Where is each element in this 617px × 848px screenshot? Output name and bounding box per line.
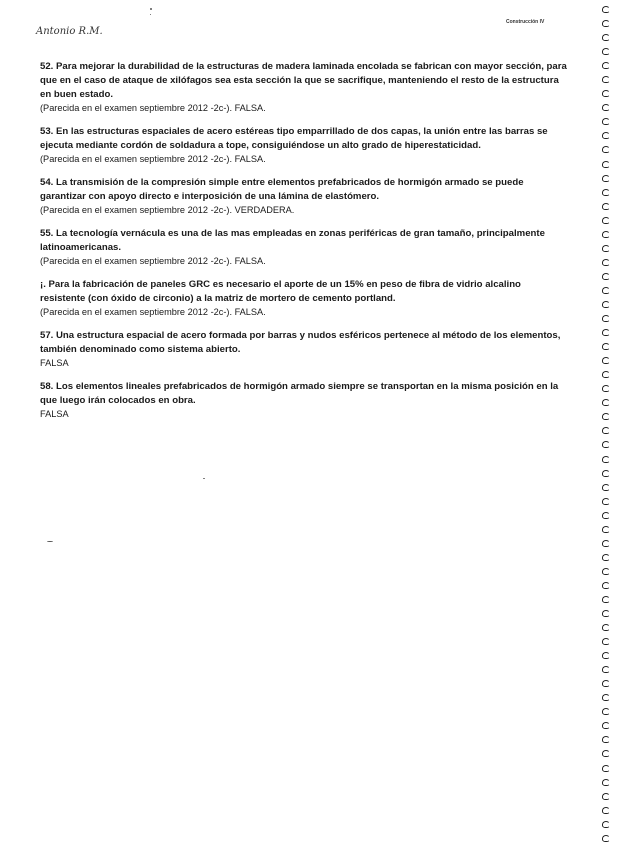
binding-ring [602,554,610,561]
binding-ring [602,610,610,617]
binding-ring [602,371,610,378]
question-55 [40,227,568,267]
binding-ring [602,175,610,182]
binding-ring [602,217,610,224]
binding-ring [602,259,610,266]
scan-speck [203,478,205,479]
answer-note: FALSA [40,409,69,419]
question-text: 57. Una estructura espacial de acero formada por barras y nudos esféricos pertenece al método de los elementos, también denominado como sistema abierto. [40,330,561,355]
binding-ring [602,146,610,153]
binding-ring [602,104,610,111]
binding-ring [602,750,610,757]
binding-ring [602,652,610,659]
binding-ring [602,779,610,786]
questions-list [40,60,568,431]
question-58 [40,380,568,420]
question-text: 54. La transmisión de la compresión simple entre elementos prefabricados de hormigón armado se puede garantizar con apoyo directo e interposición de una lámina de elastómero. [40,177,524,202]
binding-ring [602,680,610,687]
binding-ring [602,470,610,477]
binding-ring [602,189,610,196]
binding-ring [602,203,610,210]
binding-ring [602,638,610,645]
spiral-binding [599,6,613,842]
binding-ring [602,765,610,772]
binding-ring [602,484,610,491]
binding-ring [602,666,610,673]
binding-ring [602,793,610,800]
binding-ring [602,273,610,280]
answer-note: (Parecida en el examen septiembre 2012 -2c-). FALSA. [40,103,266,113]
question-text: ¡. Para la fabricación de paneles GRC es necesario el aporte de un 15% en peso de fibra de vidrio alcalino resistente (con óxido de circonio) a la matriz de mortero de cemento portland. [40,279,521,304]
binding-ring [602,118,610,125]
binding-ring [602,835,610,842]
answer-note: FALSA [40,358,69,368]
answer-note: (Parecida en el examen septiembre 2012 -2c-). FALSA. [40,256,266,266]
binding-ring [602,34,610,41]
answer-note: (Parecida en el examen septiembre 2012 -2c-). FALSA. [40,154,266,164]
binding-ring [602,708,610,715]
question-text: 55. La tecnología vernácula es una de las mas empleadas en zonas periféricas de gran tamaño, principalmente latinoamericanas. [40,228,545,253]
question-54 [40,176,568,216]
binding-ring [602,736,610,743]
course-header: Construcción IV [506,19,545,25]
answer-note: (Parecida en el examen septiembre 2012 -2c-). VERDADERA. [40,205,295,215]
binding-ring [602,498,610,505]
binding-ring [602,329,610,336]
binding-ring [602,132,610,139]
binding-ring [602,315,610,322]
binding-ring [602,441,610,448]
binding-ring [602,6,610,13]
question-52 [40,60,568,114]
binding-ring [602,161,610,168]
binding-ring [602,821,610,828]
binding-ring [602,427,610,434]
question-text: 58. Los elementos lineales prefabricados de hormigón armado siempre se transportan en la misma posición en la que luego irán colocados en obra. [40,381,559,406]
binding-ring [602,90,610,97]
binding-ring [602,343,610,350]
question-57 [40,329,568,369]
question-56 [40,278,568,318]
binding-ring [602,694,610,701]
binding-ring [602,62,610,69]
binding-ring [602,48,610,55]
binding-ring [602,624,610,631]
scan-speck [47,541,53,542]
scan-speck [150,8,152,10]
binding-ring [602,540,610,547]
question-53 [40,125,568,165]
binding-ring [602,231,610,238]
binding-ring [602,245,610,252]
answer-note: (Parecida en el examen septiembre 2012 -2c-). FALSA. [40,307,266,317]
binding-ring [602,722,610,729]
question-text: 52. Para mejorar la durabilidad de la estructuras de madera laminada encolada se fabrican con mayor sección, para que en el caso de ataque de xilófagos sea esta sección la que se sacrifique, manteniendo el resto de la estructura en buen estado. [40,61,567,100]
question-text: 53. En las estructuras espaciales de acero estéreas tipo emparrillado de dos capas, la unión entre las barras se ejecuta mediante cordón de soldadura a tope, consiguiéndose un alto grado de hiperestaticidad. [40,126,548,151]
binding-ring [602,399,610,406]
binding-ring [602,807,610,814]
binding-ring [602,20,610,27]
binding-ring [602,582,610,589]
author-signature: Antonio R.M. [36,26,103,37]
binding-ring [602,76,610,83]
binding-ring [602,385,610,392]
binding-ring [602,413,610,420]
binding-ring [602,357,610,364]
binding-ring [602,456,610,463]
binding-ring [602,512,610,519]
binding-ring [602,301,610,308]
scan-speck [150,14,151,15]
binding-ring [602,526,610,533]
binding-ring [602,568,610,575]
binding-ring [602,287,610,294]
binding-ring [602,596,610,603]
